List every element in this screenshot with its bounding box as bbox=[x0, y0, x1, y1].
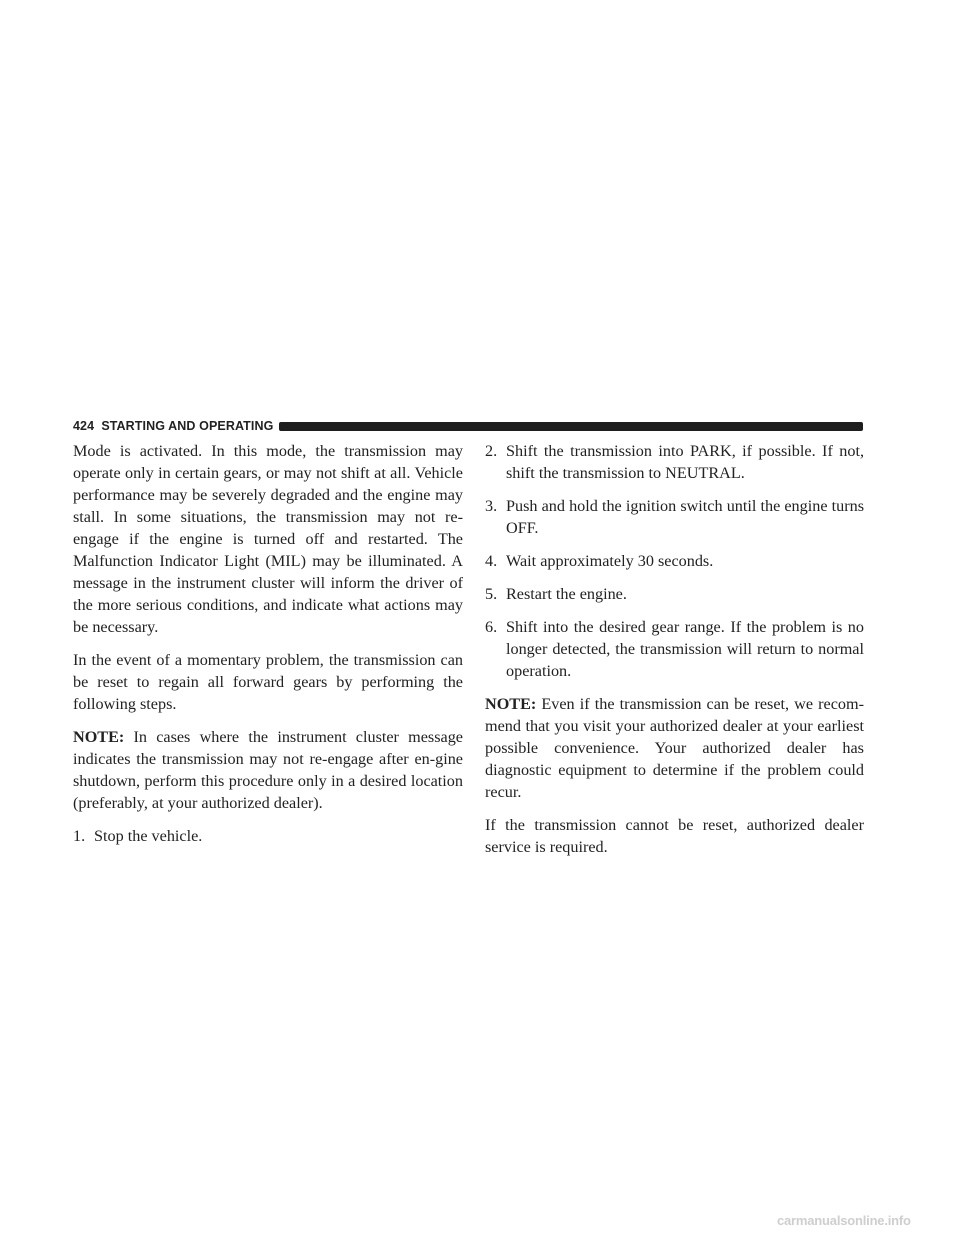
paragraph-mode-activated: Mode is activated. In this mode, the transmission may operate only in certain gears, or may not shift at all. Vehicle performance may be severely degraded and the engine may stall. In some situations, the transmission may not re-engage if the engine is turned off and restarted. The Malfunction Indicator Light (MIL) may be illuminated. A message in the instrument cluster will inform the driver of the more serious conditions, and indicate what actions may be necessary. bbox=[73, 442, 463, 636]
note-label: NOTE: bbox=[485, 695, 537, 713]
note-paragraph-left bbox=[73, 726, 463, 814]
paragraph-cannot-reset: If the transmission cannot be reset, authorized dealer service is required. bbox=[485, 816, 864, 856]
step-number: 1. bbox=[73, 827, 86, 845]
step-number: 4. bbox=[485, 552, 498, 570]
step-item-6 bbox=[485, 616, 864, 682]
left-column bbox=[73, 440, 463, 858]
step-text: Push and hold the ignition switch until the engine turns OFF. bbox=[506, 497, 864, 537]
step-number: 3. bbox=[485, 497, 498, 515]
section-title: STARTING AND OPERATING bbox=[101, 419, 274, 433]
step-item-3 bbox=[485, 495, 864, 539]
step-text: Shift into the desired gear range. If the problem is no longer detected, the transmission will return to normal operation. bbox=[506, 618, 864, 680]
note-text: In cases where the instrument cluster message indicates the transmission may not re-engage after en-gine shutdown, perform this procedure only in a desired location (preferably, at your authorized dealer). bbox=[73, 728, 463, 812]
step-text: Wait approximately 30 seconds. bbox=[506, 552, 714, 570]
step-item-5 bbox=[485, 583, 864, 605]
step-number: 2. bbox=[485, 442, 498, 460]
page-number-and-section bbox=[73, 417, 273, 435]
step-item-4 bbox=[485, 550, 864, 572]
paragraph-momentary-problem: In the event of a momentary problem, the transmission can be reset to regain all forward gears by performing the following steps. bbox=[73, 651, 463, 713]
note-label: NOTE: bbox=[73, 728, 125, 746]
watermark-logo: carmanualsonline.info bbox=[777, 1213, 911, 1228]
step-item-1 bbox=[73, 825, 463, 847]
step-item-2 bbox=[485, 440, 864, 484]
page-number: 424 bbox=[73, 419, 95, 433]
header-rule bbox=[279, 422, 863, 431]
step-text: Restart the engine. bbox=[506, 585, 627, 603]
right-column bbox=[485, 440, 864, 869]
step-text: Stop the vehicle. bbox=[94, 827, 203, 845]
note-text: Even if the transmission can be reset, we recom-mend that you visit your authorized dealer at your earliest possible convenience. Your authorized dealer has diagnostic equipment to determine if the problem could recur. bbox=[485, 695, 864, 801]
step-number: 5. bbox=[485, 585, 498, 603]
step-text: Shift the transmission into PARK, if possible. If not, shift the transmission to NEUTRAL. bbox=[506, 442, 864, 482]
note-paragraph-right bbox=[485, 693, 864, 803]
step-number: 6. bbox=[485, 618, 498, 636]
page-header bbox=[73, 417, 863, 435]
